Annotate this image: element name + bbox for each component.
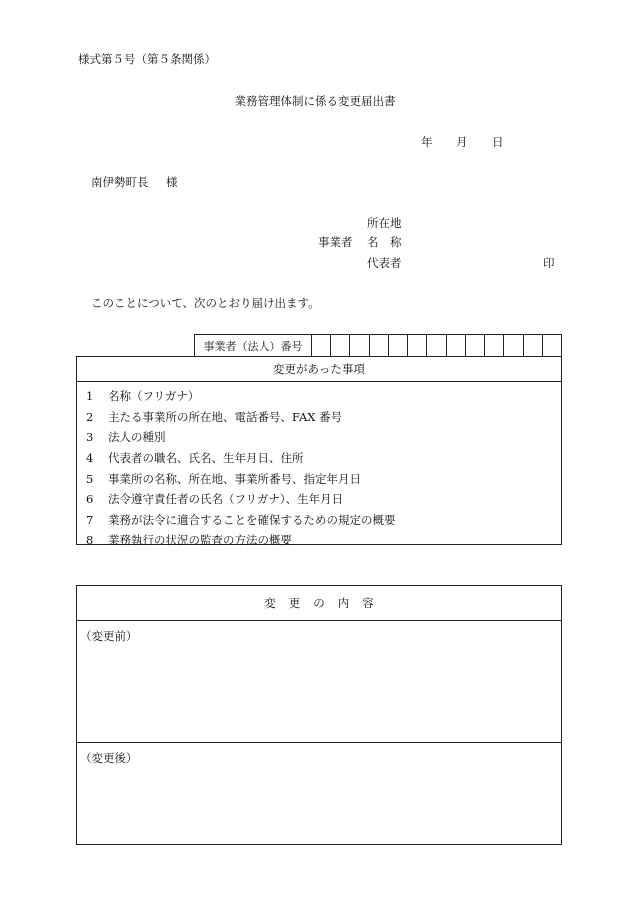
change-before-section[interactable] bbox=[77, 621, 561, 743]
sender-representative-label: 代表者 bbox=[367, 256, 402, 270]
item-number: 6 bbox=[86, 492, 94, 507]
business-number-cell[interactable] bbox=[524, 335, 543, 356]
business-number-cell[interactable] bbox=[427, 335, 446, 356]
change-item bbox=[86, 386, 561, 407]
business-number-cell[interactable] bbox=[447, 335, 466, 356]
item-text: 業務執行の状況の監査の方法の概要 bbox=[108, 533, 292, 548]
intro-text: このことについて、次のとおり届け出ます。 bbox=[91, 296, 320, 310]
addressee-honorific: 様 bbox=[166, 175, 178, 189]
change-item bbox=[86, 489, 561, 510]
change-after-section[interactable] bbox=[77, 743, 561, 766]
item-number: 1 bbox=[86, 389, 94, 404]
business-number-cell[interactable] bbox=[466, 335, 485, 356]
business-number-cell[interactable] bbox=[331, 335, 350, 356]
item-text: 名称（フリガナ） bbox=[108, 389, 200, 404]
business-number-cell[interactable] bbox=[408, 335, 427, 356]
sender-name-label: 名 称 bbox=[367, 235, 402, 249]
item-text: 主たる事業所の所在地、電話番号、FAX 番号 bbox=[108, 409, 343, 424]
item-number: 2 bbox=[86, 409, 94, 424]
business-number-row bbox=[194, 334, 562, 356]
business-number-cell[interactable] bbox=[543, 335, 561, 356]
item-text: 代表者の職名、氏名、生年月日、住所 bbox=[108, 451, 304, 466]
change-content-header: 変更の内容 bbox=[77, 586, 561, 621]
date-year-label: 年 bbox=[421, 135, 433, 149]
seal-mark: 印 bbox=[543, 256, 555, 270]
item-number: 8 bbox=[86, 533, 94, 548]
form-number: 様式第５号（第５条関係） bbox=[78, 52, 216, 66]
business-number-label: 事業者（法人）番号 bbox=[195, 335, 312, 356]
item-number: 3 bbox=[86, 430, 94, 445]
sender-location-label: 所在地 bbox=[367, 216, 402, 230]
item-number: 5 bbox=[86, 471, 94, 486]
item-text: 法人の種別 bbox=[108, 430, 166, 445]
business-number-cell[interactable] bbox=[504, 335, 523, 356]
document-title: 業務管理体制に係る変更届出書 bbox=[234, 94, 396, 108]
change-before-label: （変更前） bbox=[80, 629, 138, 643]
change-content-box bbox=[76, 585, 562, 845]
change-item bbox=[86, 510, 561, 531]
change-item bbox=[86, 448, 561, 469]
business-number-cell[interactable] bbox=[350, 335, 369, 356]
change-item bbox=[86, 427, 561, 448]
item-text: 業務が法令に適合することを確保するための規定の概要 bbox=[108, 512, 396, 527]
business-number-cell[interactable] bbox=[370, 335, 389, 356]
date-day-label: 日 bbox=[492, 135, 504, 149]
sender-prefix-label: 事業者 bbox=[318, 235, 353, 249]
business-number-cell[interactable] bbox=[389, 335, 408, 356]
item-number: 7 bbox=[86, 512, 94, 527]
date-month-label: 月 bbox=[456, 135, 468, 149]
item-text: 法令遵守責任者の氏名（フリガナ）、生年月日 bbox=[108, 492, 344, 507]
item-text: 事業所の名称、所在地、事業所番号、指定年月日 bbox=[108, 471, 361, 486]
change-item bbox=[86, 530, 561, 551]
addressee-name: 南伊勢町長 bbox=[91, 175, 149, 189]
change-items-list bbox=[77, 382, 561, 551]
change-after-label: （変更後） bbox=[80, 751, 138, 765]
business-number-cell[interactable] bbox=[312, 335, 331, 356]
change-item bbox=[86, 407, 561, 428]
business-number-cell[interactable] bbox=[485, 335, 504, 356]
change-items-box bbox=[76, 356, 562, 548]
change-items-header: 変更があった事項 bbox=[77, 357, 561, 382]
change-item bbox=[86, 468, 561, 489]
item-number: 4 bbox=[86, 451, 94, 466]
